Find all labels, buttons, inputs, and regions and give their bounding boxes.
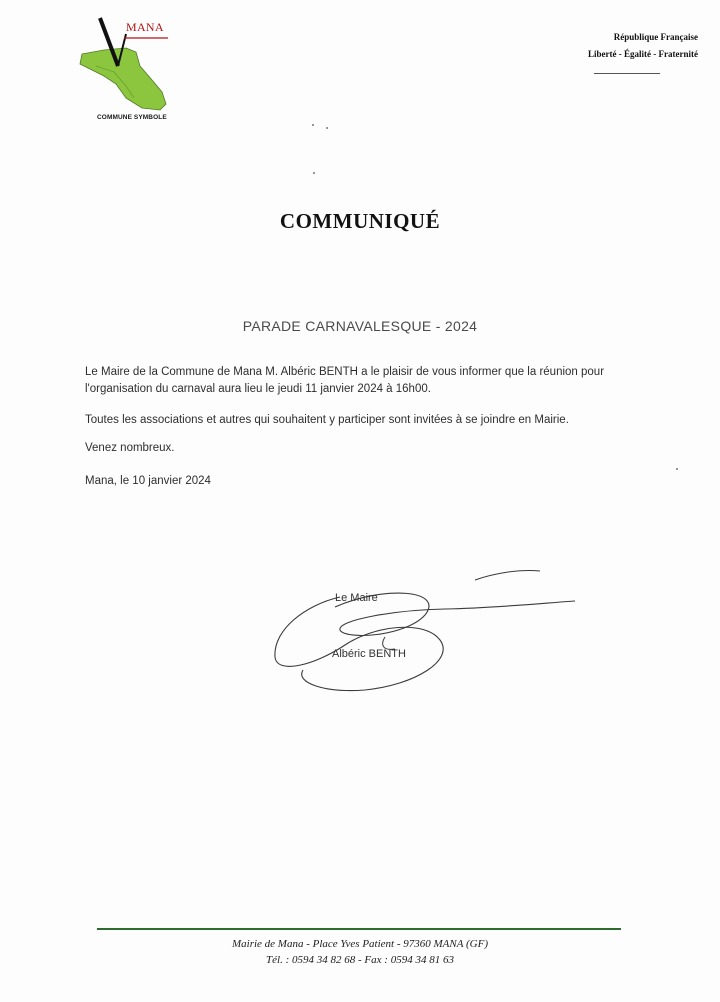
body-paragraph: Venez nombreux.	[85, 442, 175, 454]
republic-motto: Liberté - Égalité - Fraternité	[588, 49, 698, 59]
republic-block	[558, 29, 698, 63]
scan-speck	[326, 127, 328, 129]
scan-speck	[313, 172, 315, 174]
republic-divider	[594, 73, 660, 74]
footer-divider	[97, 928, 621, 930]
body-paragraph: Toutes les associations et autres qui souhaitent y participer sont invitées à se joindre en Mairie.	[85, 414, 569, 426]
date-line: Mana, le 10 janvier 2024	[85, 475, 211, 487]
republic-name: République Française	[613, 32, 698, 42]
logo-motto: COMMUNE SYMBOLE	[97, 114, 167, 121]
document-subject: PARADE CARNAVALESQUE - 2024	[242, 318, 478, 334]
document-title: COMMUNIQUÉ	[279, 209, 441, 233]
signature-name: Albéric BENTH	[332, 648, 406, 660]
signature-title: Le Maire	[335, 592, 378, 604]
body-paragraph: Le Maire de la Commune de Mana M. Albéric BENTH a le plaisir de vous informer que la réunion pour l'organisation du carnaval aura lieu le jeudi 11 janvier 2024 à 16h00.	[85, 366, 605, 395]
scan-speck	[312, 124, 314, 126]
scan-speck	[676, 468, 678, 470]
handwritten-signature	[265, 565, 595, 715]
footer-address: Mairie de Mana - Place Yves Patient - 97360 MANA (GF)	[231, 938, 488, 950]
logo-name: MANA	[126, 20, 164, 34]
footer-phone: Tél. : 0594 34 82 68 - Fax : 0594 34 81 63	[266, 954, 454, 966]
